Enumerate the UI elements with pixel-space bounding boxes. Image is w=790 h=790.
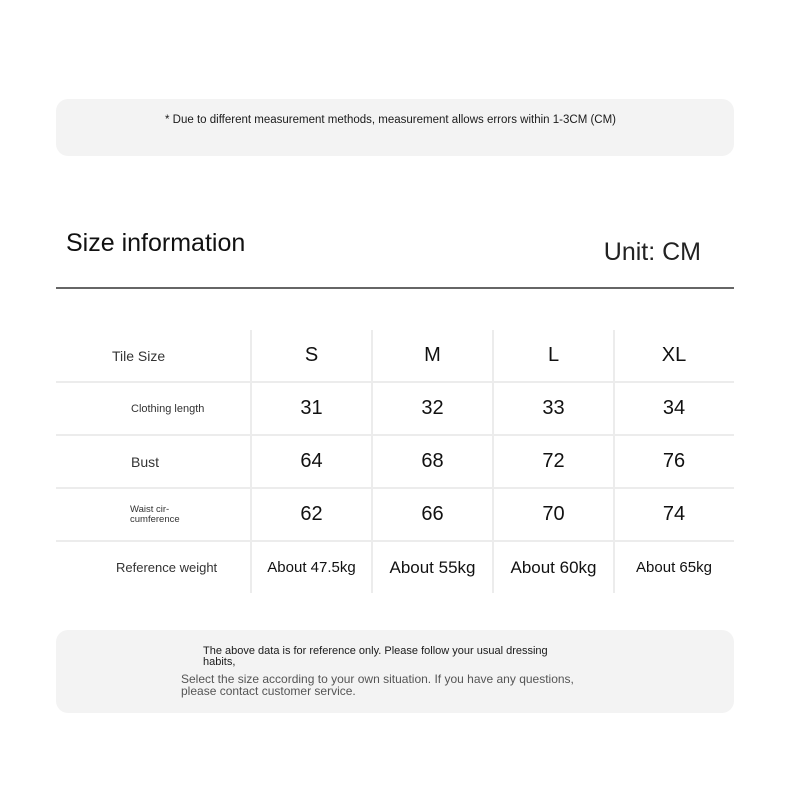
table-cell: 70 bbox=[492, 489, 613, 540]
unit-label: Unit: CM bbox=[603, 238, 701, 266]
table-cell: 32 bbox=[371, 383, 492, 434]
table-row bbox=[56, 489, 734, 542]
reference-note-line1: The above data is for reference only. Please follow your usual dressing habits, bbox=[203, 645, 548, 668]
table-header-row bbox=[56, 330, 734, 383]
table-cell: 64 bbox=[250, 436, 371, 487]
row-label-clothing-length: Clothing length bbox=[131, 402, 205, 415]
row-label-bust: Bust bbox=[131, 453, 160, 470]
header-label: Tile Size bbox=[112, 347, 166, 364]
table-cell: 72 bbox=[492, 436, 613, 487]
reference-note-line2: Select the size according to your own situation. If you have any questions, please contact customer service. bbox=[181, 672, 574, 698]
size-m: M bbox=[371, 330, 492, 381]
table-row bbox=[56, 436, 734, 489]
table-row bbox=[56, 542, 734, 593]
table-cell: About 47.5kg bbox=[250, 542, 371, 593]
row-label-reference-weight: Reference weight bbox=[116, 560, 218, 575]
table-cell: About 65kg bbox=[613, 542, 733, 593]
row-label-waist: Waist cir-cumference bbox=[130, 503, 180, 525]
table-cell: About 60kg bbox=[492, 542, 613, 593]
size-l: L bbox=[492, 330, 613, 381]
table-cell: About 55kg bbox=[371, 542, 492, 593]
title-divider bbox=[56, 287, 734, 289]
table-cell: 74 bbox=[613, 489, 733, 540]
table-row bbox=[56, 383, 734, 436]
table-cell: 68 bbox=[371, 436, 492, 487]
measurement-note-box bbox=[56, 99, 734, 156]
size-xl: XL bbox=[613, 330, 733, 381]
size-s: S bbox=[250, 330, 371, 381]
table-cell: 66 bbox=[371, 489, 492, 540]
table-cell: 31 bbox=[250, 383, 371, 434]
reference-note-box bbox=[56, 630, 734, 713]
size-table bbox=[56, 330, 734, 593]
size-info-title: Size information bbox=[66, 229, 246, 257]
table-cell: 34 bbox=[613, 383, 733, 434]
table-cell: 62 bbox=[250, 489, 371, 540]
table-cell: 33 bbox=[492, 383, 613, 434]
table-cell: 76 bbox=[613, 436, 733, 487]
measurement-note: * Due to different measurement methods, measurement allows errors within 1-3CM (CM) bbox=[165, 114, 617, 126]
